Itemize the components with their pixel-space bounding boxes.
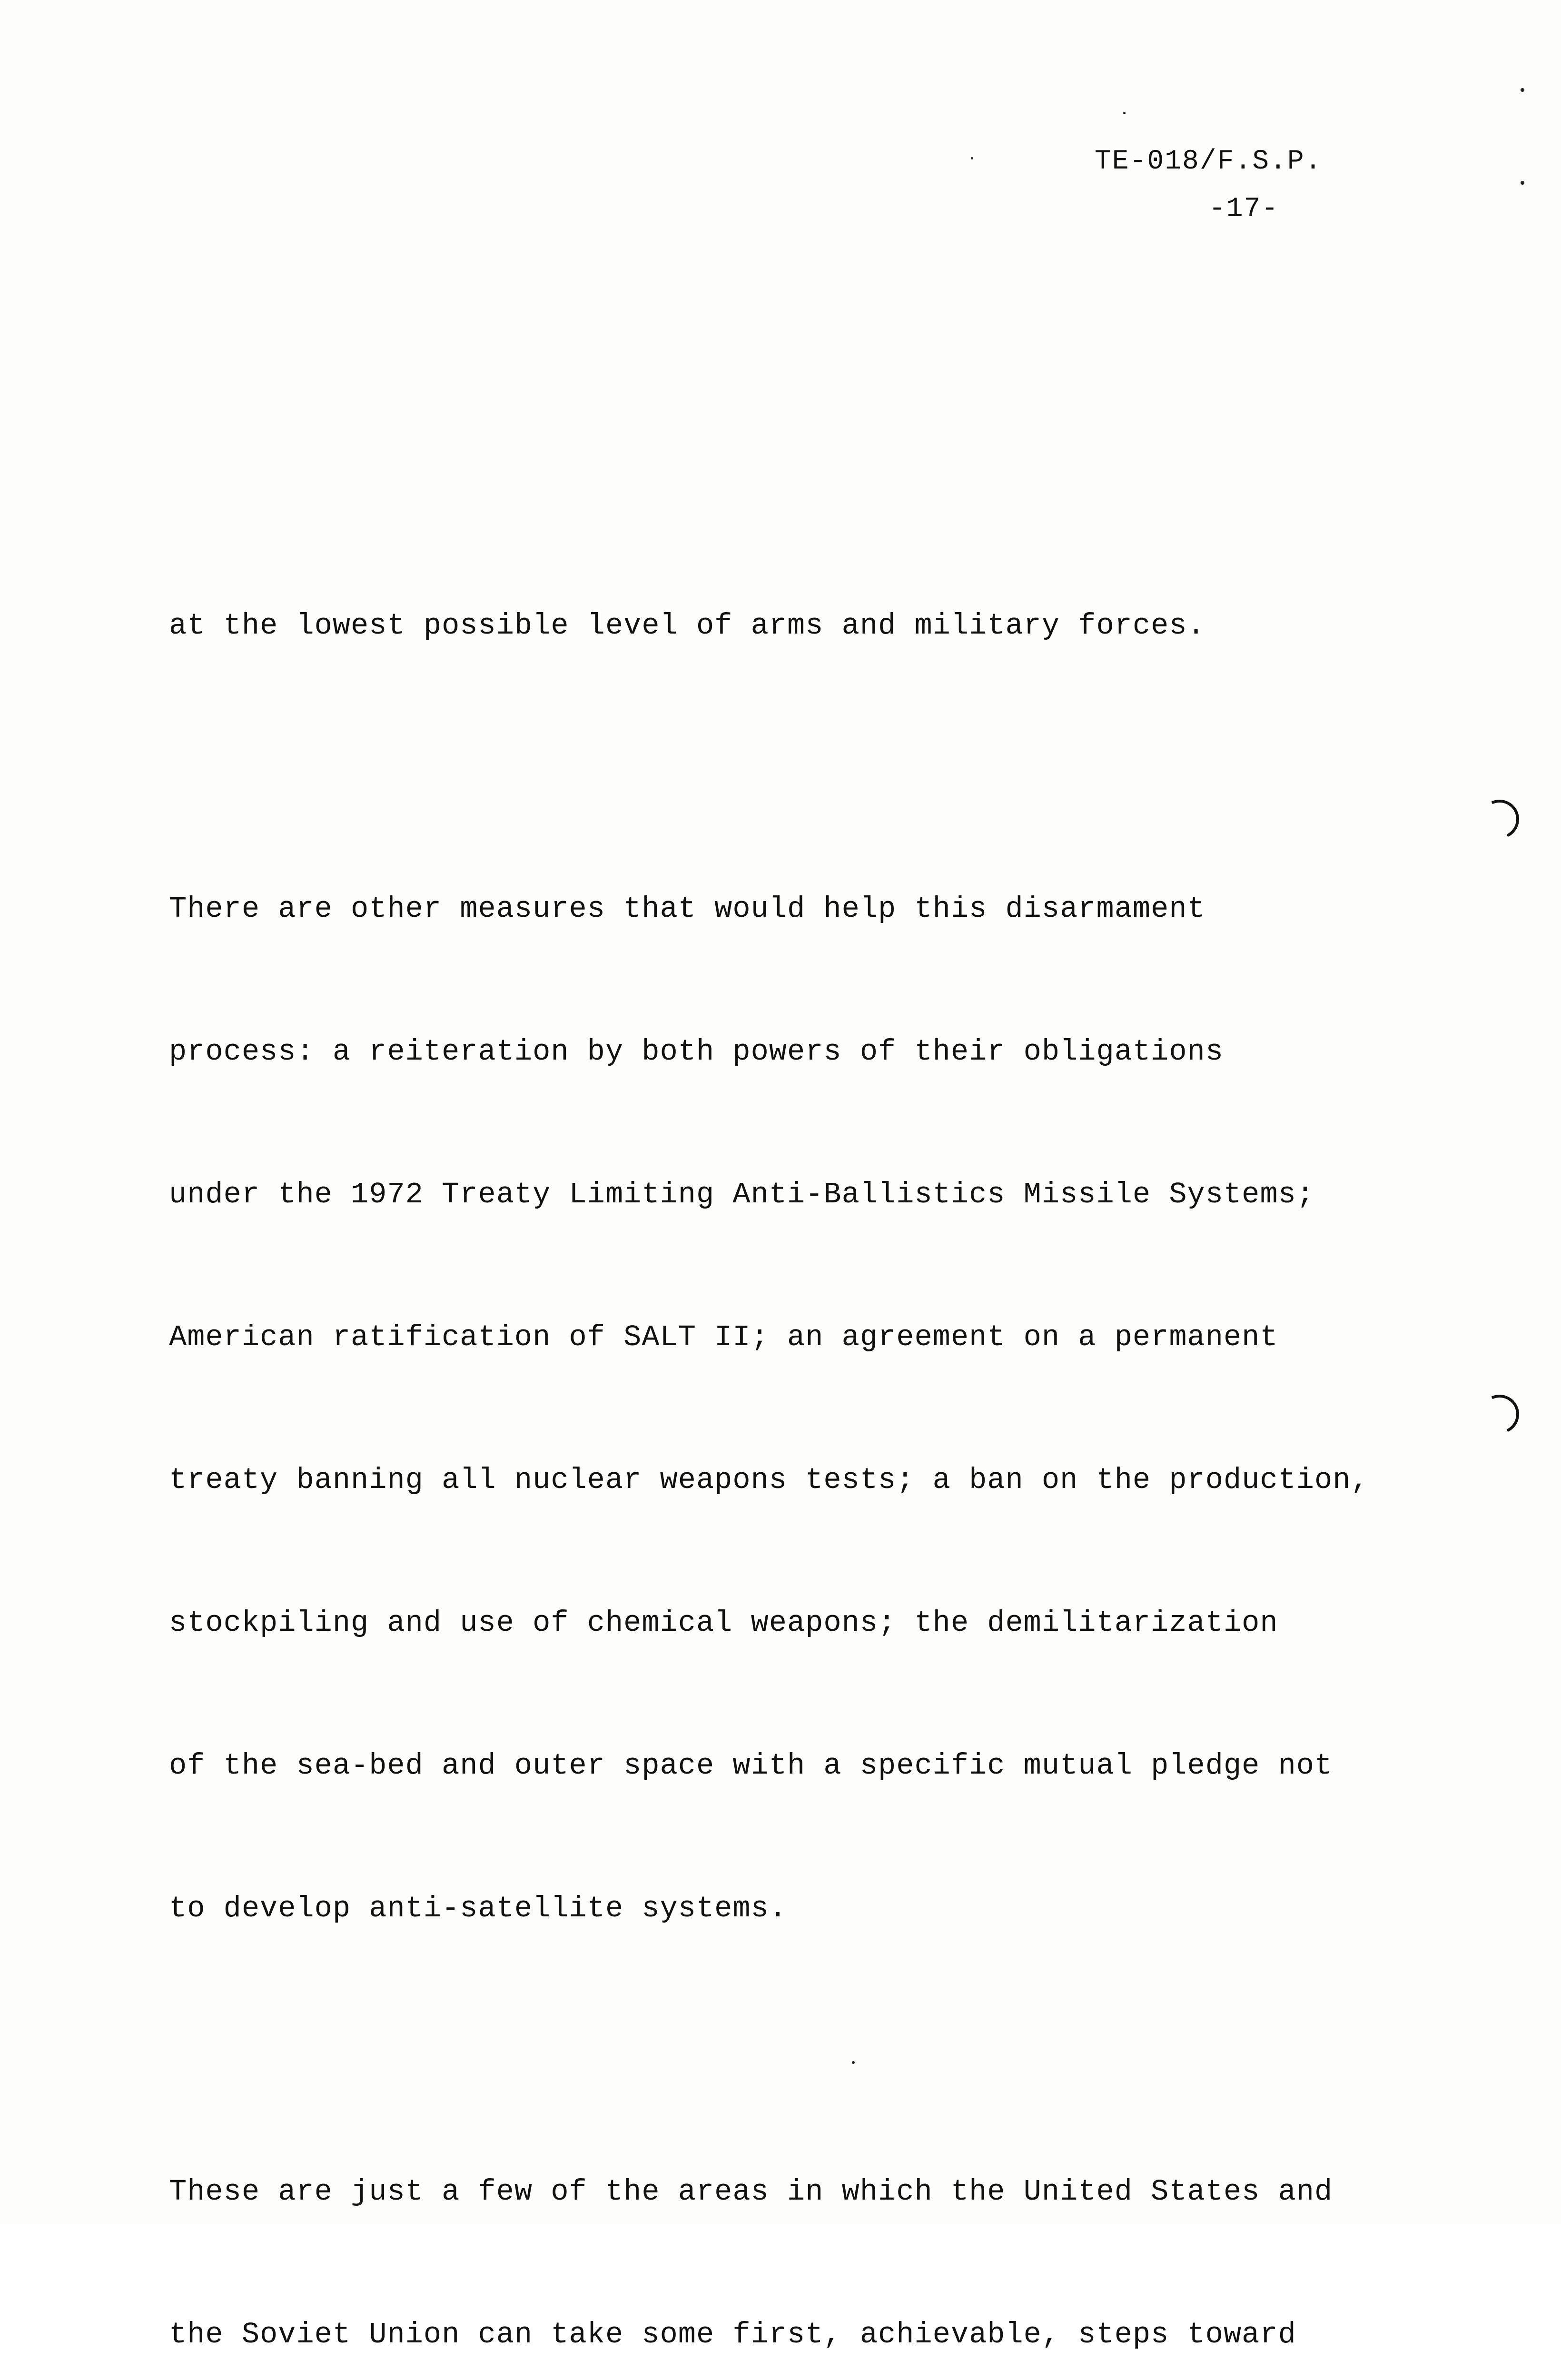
text-line: American ratification of SALT II; an agreement on a permanent <box>169 1320 1278 1354</box>
scan-speck <box>852 2061 855 2064</box>
paragraph-3 <box>169 2073 1463 2380</box>
text-line: treaty banning all nuclear weapons tests; a ban on the production, <box>169 1463 1369 1497</box>
text-line: There are other measures that would help this disarmament <box>169 892 1205 926</box>
page-header <box>1095 138 1390 233</box>
page-number: -17- <box>1209 194 1279 225</box>
scan-speck <box>1521 88 1524 92</box>
text-line: These are just a few of the areas in which the United States and <box>169 2175 1333 2209</box>
margin-binder-mark <box>1474 1389 1524 1439</box>
margin-binder-mark <box>1474 794 1524 844</box>
text-line: under the 1972 Treaty Limiting Anti-Ballistics Missile Systems; <box>169 1178 1314 1211</box>
text-line: process: a reiteration by both powers of their obligations <box>169 1035 1224 1069</box>
scan-speck <box>1521 181 1524 185</box>
text-line: stockpiling and use of chemical weapons; the demilitarization <box>169 1606 1278 1640</box>
paragraph-1 <box>169 507 1463 745</box>
document-reference: TE-018/F.S.P. <box>1095 146 1323 177</box>
text-line: to develop anti-satellite systems. <box>169 1892 788 1925</box>
scan-speck <box>971 157 973 159</box>
text-line: at the lowest possible level of arms and military forces. <box>169 609 1205 643</box>
document-body <box>169 507 1463 2380</box>
text-line: the Soviet Union can take some first, achievable, steps toward <box>169 2318 1296 2351</box>
paragraph-2 <box>169 790 1463 2028</box>
text-line: of the sea-bed and outer space with a specific mutual pledge not <box>169 1749 1333 1783</box>
scan-speck <box>1123 112 1126 114</box>
